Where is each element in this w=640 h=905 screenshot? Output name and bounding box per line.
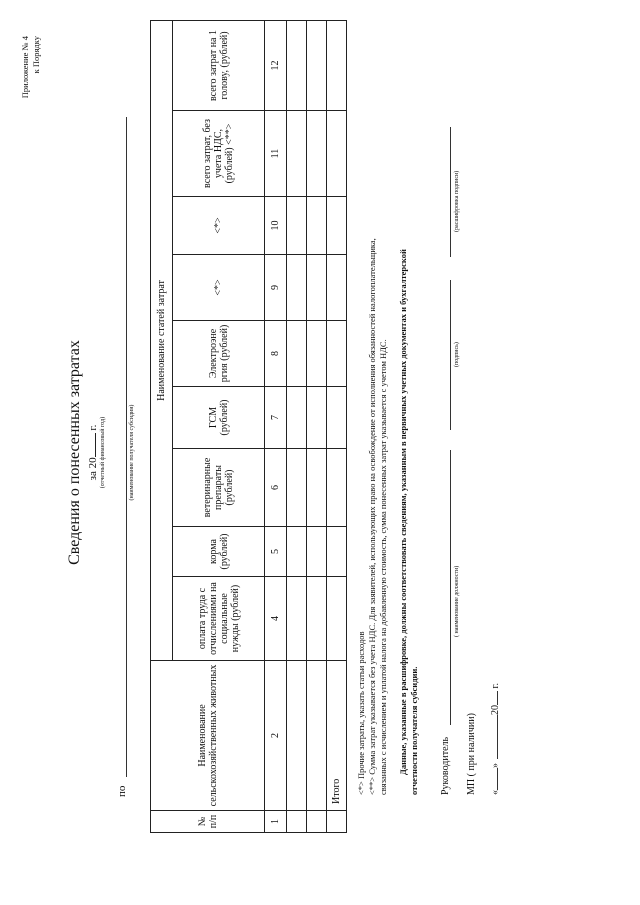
date-open-quote: « bbox=[490, 790, 501, 795]
date-line bbox=[490, 683, 501, 795]
header-labor: оплата труда с отчислениями на социальные нужды (рублей) bbox=[173, 577, 265, 661]
appendix-line-1: Приложение № 4 bbox=[20, 36, 30, 99]
header-feed: корма (рублей) bbox=[173, 527, 265, 577]
colnum-8: 8 bbox=[265, 321, 287, 387]
column-number-row bbox=[265, 20, 287, 832]
colnum-5: 5 bbox=[265, 527, 287, 577]
position-line bbox=[450, 450, 451, 725]
document-title: Сведения о понесенных затратах bbox=[66, 340, 83, 565]
total-row bbox=[327, 20, 347, 832]
signature-head-label: Руководитель bbox=[440, 736, 451, 795]
statement-line-1: Данные, указанные в расшифровке, должны соответствовать сведениям, указанным в первичных учетных документах и бухгалтерской bbox=[398, 249, 408, 775]
header-electricity: Электроэне ргия (рублей) bbox=[173, 321, 265, 387]
signature-caption: (подпись) bbox=[454, 342, 460, 367]
recipient-label: по bbox=[116, 785, 128, 797]
footnote-1: <*> Прочие затраты, указать статьи расходов bbox=[356, 631, 366, 795]
colnum-2: 2 bbox=[265, 661, 287, 811]
recipient-caption: (наименование получателя субсидии) bbox=[129, 404, 135, 501]
position-caption: ( наименование должности) bbox=[454, 565, 460, 637]
header-cost-items: Наименование статей затрат bbox=[151, 20, 173, 660]
date-close-quote: » bbox=[490, 763, 501, 768]
stamp-label: МП ( при наличии) bbox=[466, 713, 477, 795]
year-blank bbox=[86, 433, 96, 457]
date-suffix: г. bbox=[490, 683, 501, 689]
decode-caption: (расшифровка подписи) bbox=[454, 170, 460, 232]
header-animal-name: Наименование сельскохозяйственных животных bbox=[151, 661, 265, 811]
decode-line bbox=[450, 127, 451, 257]
header-row-1 bbox=[151, 20, 173, 832]
total-label: Итого bbox=[327, 661, 347, 811]
data-row-empty-2 bbox=[307, 20, 327, 832]
recipient-line bbox=[126, 117, 127, 777]
period-line bbox=[86, 0, 99, 905]
colnum-4: 4 bbox=[265, 577, 287, 661]
signature-line bbox=[450, 280, 451, 430]
period-suffix: г. bbox=[87, 424, 99, 431]
header-vet: ветеринарные препараты (рублей) bbox=[173, 449, 265, 527]
statement-line-2: отчетности получателя субсидии. bbox=[409, 666, 419, 795]
header-num: № п/п bbox=[151, 811, 265, 833]
appendix-note bbox=[20, 36, 42, 98]
costs-table bbox=[150, 20, 347, 833]
header-other-1: <*> bbox=[173, 255, 265, 321]
date-year: 20 bbox=[490, 705, 501, 715]
period-prefix: за 20 bbox=[87, 457, 99, 481]
header-total-no-vat: всего затрат, без учета НДС, (рублей) <**> bbox=[173, 111, 265, 197]
appendix-line-2: к Порядку bbox=[31, 36, 41, 74]
colnum-1: 1 bbox=[265, 811, 287, 833]
period-caption: (отчетный финансовый год) bbox=[100, 416, 106, 489]
header-total-per-head: всего затрат на 1 голову, (рублей) bbox=[173, 20, 265, 110]
header-other-2: <*> bbox=[173, 197, 265, 255]
colnum-6: 6 bbox=[265, 449, 287, 527]
data-row-empty-1 bbox=[287, 20, 307, 832]
footnote-2: <**> Сумма затрат указывается без учета НДС. Для заявителей, использующих право на освобождение от исполнения обязанностей налогоплательщика, bbox=[367, 238, 377, 795]
colnum-10: 10 bbox=[265, 197, 287, 255]
colnum-9: 9 bbox=[265, 255, 287, 321]
colnum-7: 7 bbox=[265, 387, 287, 449]
colnum-12: 12 bbox=[265, 20, 287, 110]
footnote-3: связанных с исчислением и уплатой налога на добавленную стоимость, сумма понесенных затрат указывается с учетом НДС. bbox=[378, 339, 388, 795]
header-fuel: ГСМ (рублей) bbox=[173, 387, 265, 449]
colnum-11: 11 bbox=[265, 111, 287, 197]
